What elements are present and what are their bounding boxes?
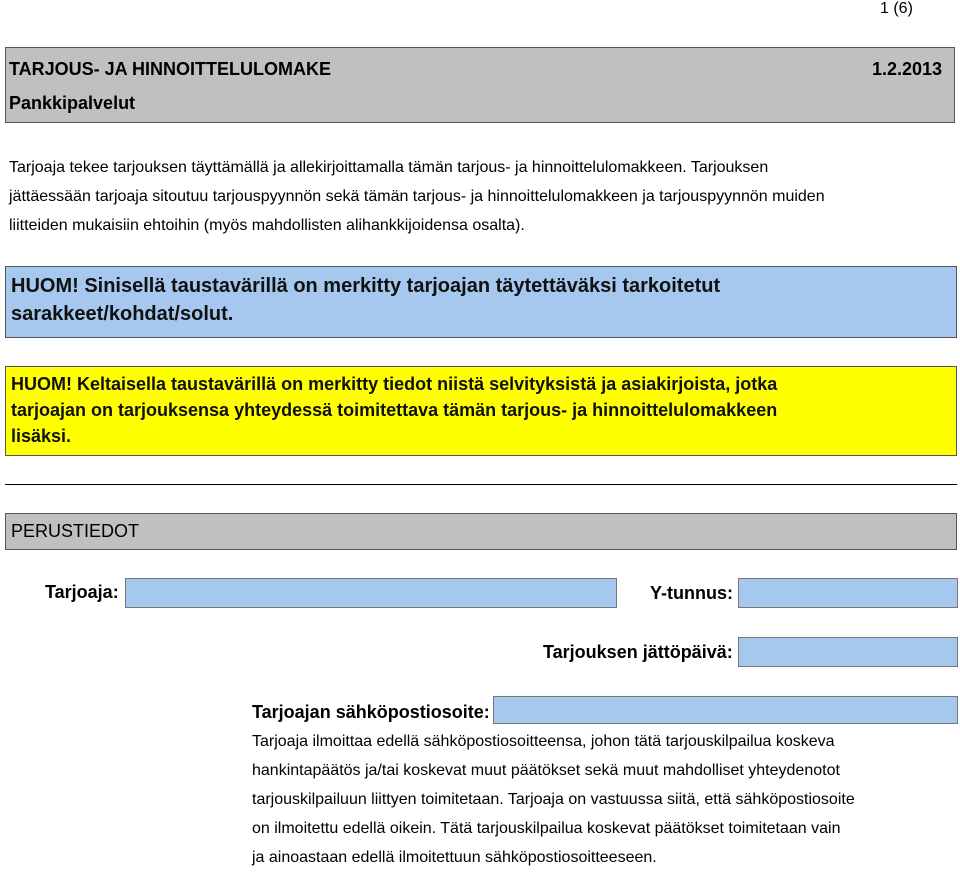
intro-paragraph xyxy=(9,153,949,240)
section-title: PERUSTIEDOT xyxy=(11,521,140,541)
email-input[interactable] xyxy=(493,696,958,724)
tarjoaja-label: Tarjoaja: xyxy=(45,582,119,602)
blue-note-box xyxy=(5,266,957,338)
intro-line: liitteiden mukaisiin ehtoihin (myös mahdollisten alihankkijoidensa osalta). xyxy=(9,217,525,234)
tarjoaja-input[interactable] xyxy=(125,578,617,608)
email-info-line: Tarjoaja ilmoittaa edellä sähköpostiosoitteensa, johon tätä tarjouskilpailua koskeva xyxy=(252,733,835,750)
ytunnus-label: Y-tunnus: xyxy=(650,583,733,603)
yellow-note-box xyxy=(5,366,957,456)
form-title: TARJOUS- JA HINNOITTELULOMAKE xyxy=(9,59,331,79)
email-label: Tarjoajan sähköpostiosoite: xyxy=(252,702,490,722)
yellow-note-line: HUOM! Keltaisella taustavärillä on merkitty tiedot niistä selvityksistä ja asiakirjoista, jotka xyxy=(11,374,778,394)
yellow-note-line: tarjoajan on tarjouksensa yhteydessä toimitettava tämän tarjous- ja hinnoittelulomakkeen xyxy=(11,400,778,420)
email-info-paragraph xyxy=(252,727,942,872)
intro-line: jättäessään tarjoaja sitoutuu tarjouspyynnön sekä tämän tarjous- ja hinnoittelulomakkeen ja tarjouspyynnön muiden xyxy=(9,188,825,205)
yellow-note-line: lisäksi. xyxy=(11,426,72,446)
section-divider xyxy=(5,484,957,485)
page-number: 1 (6) xyxy=(880,0,913,17)
jattopaiva-label: Tarjouksen jättöpäivä: xyxy=(543,642,733,662)
form-subtitle: Pankkipalvelut xyxy=(9,93,136,113)
email-info-line: tarjouskilpailuun liittyen toimitetaan. Tarjoaja on vastuussa siitä, että sähköpostiosoite xyxy=(252,791,855,808)
blue-note-line: HUOM! Sinisellä taustavärillä on merkitty tarjoajan täytettäväksi tarkoitetut xyxy=(11,275,721,297)
form-date: 1.2.2013 xyxy=(872,59,943,79)
section-header xyxy=(5,513,957,550)
blue-note-line: sarakkeet/kohdat/solut. xyxy=(11,303,234,325)
ytunnus-input[interactable] xyxy=(738,578,958,608)
jattopaiva-input[interactable] xyxy=(738,637,958,667)
email-info-line: ja ainoastaan edellä ilmoitettuun sähköpostiosoitteeseen. xyxy=(252,849,657,866)
email-info-line: on ilmoitettu edellä oikein. Tätä tarjouskilpailua koskevat päätökset toimitetaan vain xyxy=(252,820,841,837)
email-info-line: hankintapäätös ja/tai koskevat muut päätökset sekä muut mahdolliset yhteydenotot xyxy=(252,762,840,779)
intro-line: Tarjoaja tekee tarjouksen täyttämällä ja allekirjoittamalla tämän tarjous- ja hinnoittelulomakkeen. Tarjouksen xyxy=(9,159,769,176)
